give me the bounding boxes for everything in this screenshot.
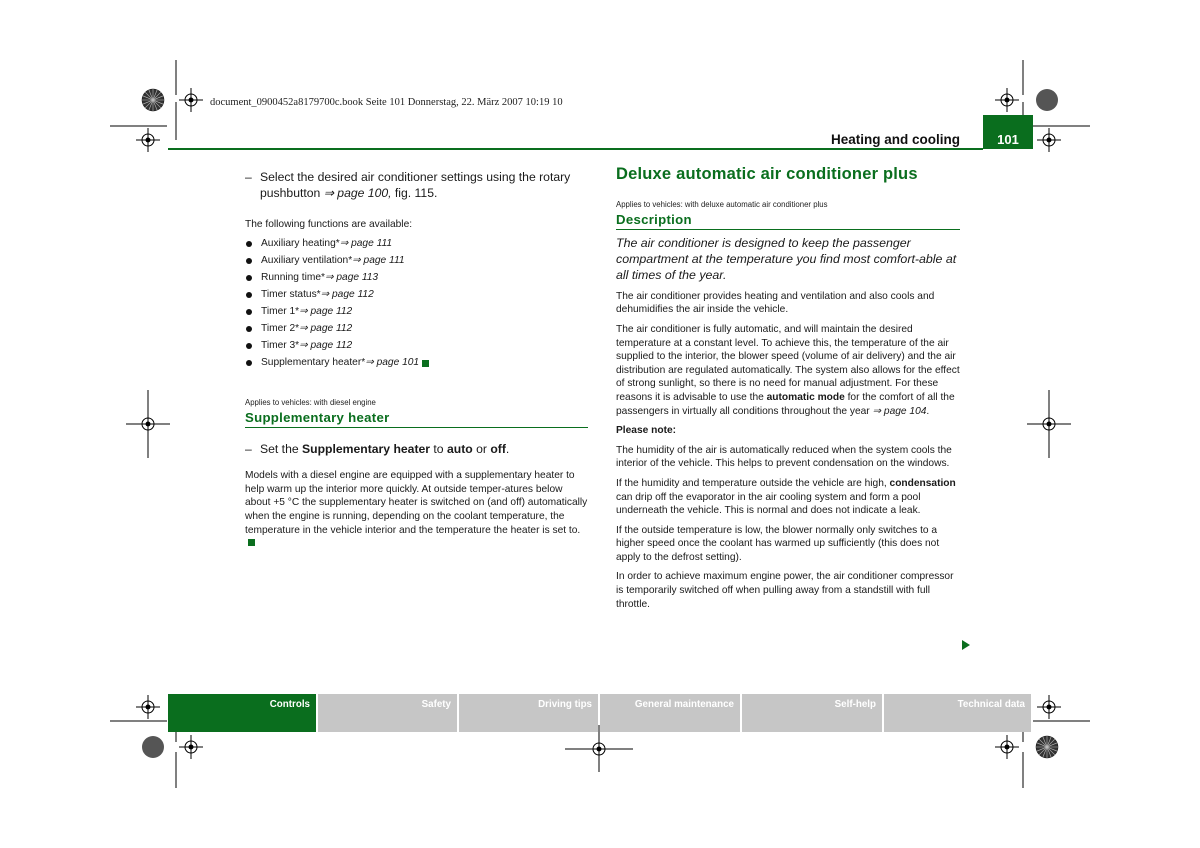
page-reference[interactable]: ⇒ page 112: [320, 289, 374, 301]
section-end-icon: [422, 360, 429, 367]
registration-cross-icon: [179, 735, 203, 759]
tab-controls[interactable]: Controls: [168, 694, 316, 732]
applies-to-deluxe: Applies to vehicles: with deluxe automatic air conditioner plus: [616, 199, 828, 209]
paragraph-5: If the outside temperature is low, the blower normally only switches to a higher speed once the coolant has warmed up sufficiently (this does not apply to the defrost setting).: [616, 524, 940, 563]
note-label: Please note:: [616, 425, 677, 437]
page-reference[interactable]: ⇒ page 112: [299, 323, 353, 335]
list-item: Supplementary heater* ⇒ page 101: [245, 355, 588, 372]
list-item: Running time* ⇒ page 113: [245, 270, 588, 287]
header-rule: [168, 148, 983, 150]
page-number-box: [983, 115, 1033, 149]
registration-cross-icon: [179, 88, 203, 112]
registration-cross-icon: [995, 88, 1019, 112]
registration-cross-icon: [1037, 128, 1061, 152]
supplementary-heater-body: Models with a diesel engine are equipped with a supplementary heater to help warm up the interior more quickly. At outside temper-atures below about +5 °C the supplementary heater is switched on (and off) automatically when the engine is running, depending on the coolant temperature, the temperature in the vehicle interior and the temperature the heater is set to.: [245, 469, 588, 551]
bullet-icon: [245, 240, 253, 248]
page-reference[interactable]: ⇒ page 111: [339, 238, 393, 250]
page-reference[interactable]: ⇒ page 100,: [323, 185, 392, 200]
tab-general-maintenance[interactable]: General maintenance: [600, 694, 740, 732]
dash-marker: –: [245, 441, 252, 456]
registration-cross-icon: [136, 128, 160, 152]
page-reference[interactable]: ⇒ page 111: [352, 255, 405, 267]
bullet-icon: [245, 274, 253, 282]
page-reference[interactable]: ⇒ page 112: [299, 306, 353, 318]
section-end-icon: [248, 539, 255, 546]
heading-supplementary-heater: Supplementary heater: [245, 410, 390, 426]
tab-safety[interactable]: Safety: [318, 694, 457, 732]
paragraph-6: In order to achieve maximum engine power, the air conditioner compressor is temporarily switched off when pulling away from a standstill with full throttle.: [616, 571, 954, 610]
paragraph-1: The air conditioner provides heating and ventilation and also cools and dehumidifies the air inside the vehicle.: [616, 290, 935, 316]
registration-cross-icon: [136, 695, 160, 719]
registration-cross-icon: [995, 735, 1019, 759]
section-title: Deluxe automatic air conditioner plus: [616, 165, 918, 183]
right-column: [616, 165, 960, 611]
list-item: Timer 3* ⇒ page 112: [245, 338, 588, 355]
bullet-icon: [245, 291, 253, 299]
page-reference[interactable]: ⇒ page 104: [872, 405, 927, 417]
top-left-marks: [110, 60, 203, 152]
step-text: Select the desired air conditioner settings using the rotary pushbutton ⇒ page 100, fig. 115.: [260, 170, 571, 200]
bullet-icon: [245, 342, 253, 350]
step-select-settings: [245, 170, 588, 201]
functions-intro: The following functions are available:: [245, 219, 413, 230]
bullet-icon: [245, 308, 253, 316]
registration-dot-icon: [1036, 89, 1058, 111]
functions-list: [245, 236, 588, 372]
heading-rule: [245, 427, 588, 428]
list-item: Auxiliary heating* ⇒ page 111: [245, 236, 588, 253]
page-header-title: Heating and cooling: [830, 132, 960, 147]
bullet-icon: [245, 325, 253, 333]
heading-description: Description: [616, 212, 692, 228]
left-column: [245, 170, 588, 551]
intro-text: The air conditioner is designed to keep the passenger compartment at the temperature you find most comfort-able at all times of the year.: [616, 235, 957, 282]
list-item: Timer 2* ⇒ page 112: [245, 321, 588, 338]
bottom-center-marks: [565, 725, 633, 772]
registration-cross-icon: [1037, 695, 1061, 719]
page-reference[interactable]: ⇒ page 112: [299, 340, 353, 352]
applies-to-diesel: Applies to vehicles: with diesel engine: [245, 397, 376, 407]
paragraph-4: If the humidity and temperature outside the vehicle are high, condensation can drip off the evaporator in the air cooling system and form a pool underneath the vehicle. This is normal and does not indicate a leak.: [616, 477, 956, 517]
page-number: 101: [997, 132, 1019, 147]
registration-star-icon: [1036, 736, 1058, 758]
list-item: Timer 1* ⇒ page 112: [245, 304, 588, 321]
registration-dot-icon: [142, 736, 164, 758]
tab-technical-data[interactable]: Technical data: [884, 694, 1031, 732]
page-reference[interactable]: ⇒ page 101: [365, 357, 420, 369]
list-item: Auxiliary ventilation* ⇒ page 111: [245, 253, 588, 270]
bullet-icon: [245, 359, 253, 367]
step-set-heater: [245, 442, 588, 458]
paragraph-2: The air conditioner is fully automatic, and will maintain the desired temperature at a constant level. To achieve this, the temperature of the air supplied to the interior, the blower speed (volume of air delivery) and the air distribution are regulated automatically. The system also allows for the effect of strong sunlight, so there is no need for manual adjustment. For these reasons it is advisable to use the automatic mode for the comfort of all the passengers in virtually all conditions throughout the year ⇒ page 104.: [616, 323, 960, 417]
continue-arrow-icon: [962, 640, 970, 650]
heading-rule: [616, 229, 960, 230]
dash-marker: –: [245, 170, 252, 184]
page-reference[interactable]: ⇒ page 113: [325, 272, 379, 284]
tab-driving-tips[interactable]: Driving tips: [459, 694, 598, 732]
list-item: Timer status* ⇒ page 112: [245, 287, 588, 304]
registration-star-icon: [142, 89, 164, 111]
print-info: document_0900452a8179700c.book Seite 101 Donnerstag, 22. März 2007 10:19 10: [210, 97, 563, 108]
footer-nav: [168, 694, 1031, 732]
tab-self-help[interactable]: Self-help: [742, 694, 882, 732]
bullet-icon: [245, 257, 253, 265]
step-text: Set the Supplementary heater to auto or off.: [260, 441, 510, 456]
paragraph-3: The humidity of the air is automatically reduced when the system cools the interior of the vehicle. This helps to prevent condensation on the windows.: [616, 444, 952, 470]
